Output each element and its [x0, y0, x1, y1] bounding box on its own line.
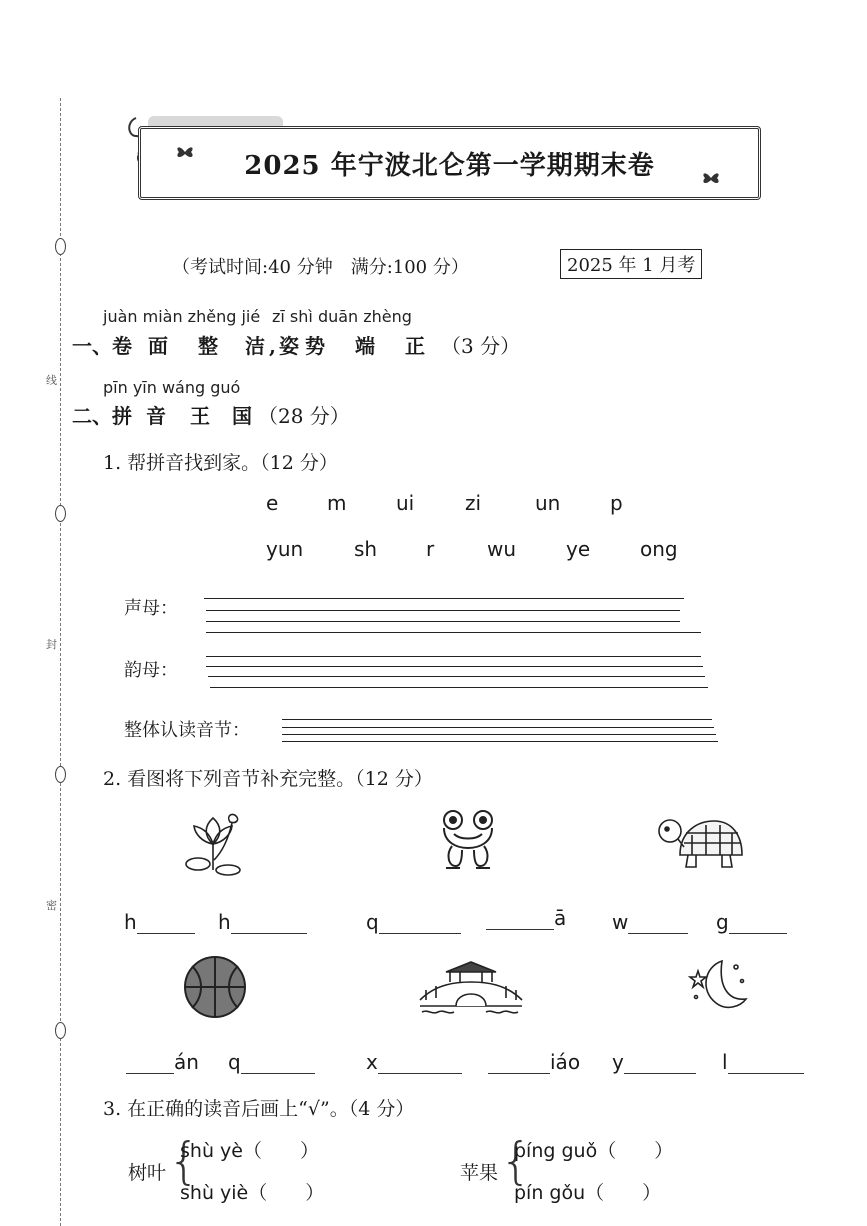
writing-line[interactable]	[204, 598, 684, 599]
fill-prefix: h	[218, 910, 231, 934]
fill-prefix: q	[228, 1050, 241, 1074]
brace-icon: {	[168, 1132, 200, 1190]
heading-char: 洁	[245, 334, 265, 358]
heading-char: 面	[148, 334, 168, 358]
basketball-icon	[180, 954, 250, 1020]
fill-item	[366, 910, 461, 934]
fill-item	[124, 910, 195, 934]
binding-line	[60, 98, 61, 1226]
section-score: （28 分）	[258, 404, 350, 428]
writing-line[interactable]	[210, 687, 708, 688]
reading-option[interactable]: shù yè（ ）	[180, 1140, 319, 1162]
butterfly-icon	[701, 169, 721, 187]
reading-option[interactable]: shù yiè（ ）	[180, 1182, 325, 1204]
fill-suffix: iáo	[550, 1050, 581, 1074]
fill-item	[722, 1050, 804, 1074]
binding-label: 密	[46, 899, 57, 912]
heading-char: 势	[305, 334, 325, 358]
heading-char: 拼	[112, 404, 132, 428]
syllable: ong	[640, 537, 678, 561]
heading-char: 正	[405, 334, 425, 358]
syllable: ye	[566, 537, 591, 561]
bridge-icon	[416, 958, 526, 1018]
syllable: yun	[266, 537, 304, 561]
brace-icon: {	[500, 1132, 532, 1190]
word-label: 树叶	[128, 1162, 167, 1184]
syllable: m	[327, 491, 347, 515]
writing-line[interactable]	[206, 610, 680, 611]
writing-line[interactable]	[206, 632, 701, 633]
answer-blank[interactable]	[126, 1053, 174, 1074]
section-number: 一、	[72, 334, 112, 358]
heading-char: 卷	[112, 334, 132, 358]
fill-item	[488, 1050, 580, 1074]
section-score: （3 分）	[441, 334, 521, 358]
section1-pinyin-b: zī shì duān zhèng	[272, 307, 412, 326]
fill-item	[612, 910, 688, 934]
fill-prefix: w	[612, 910, 629, 934]
exam-info: （考试时间:40 分钟 满分:100 分）	[172, 257, 469, 278]
syllable: ui	[396, 491, 415, 515]
heading-char: 国	[232, 404, 252, 428]
fill-item	[228, 1050, 315, 1074]
writing-line[interactable]	[282, 719, 712, 720]
answer-blank[interactable]	[488, 1053, 550, 1074]
answer-blank[interactable]	[378, 1053, 462, 1074]
writing-line[interactable]	[206, 656, 701, 657]
frog-icon	[438, 808, 498, 874]
heading-char: 音	[146, 404, 166, 428]
turtle-icon	[656, 815, 746, 873]
zhengti-label: 整体认读音节：	[124, 720, 250, 741]
exam-date-box: 2025 年 1 月考	[560, 249, 702, 279]
fill-item	[486, 906, 566, 930]
section1-heading	[72, 330, 520, 359]
fill-suffix: án	[174, 1050, 199, 1074]
fill-item	[612, 1050, 696, 1074]
syllable: wu	[487, 537, 517, 561]
section-number: 二、	[72, 404, 112, 428]
binding-label: 封	[46, 638, 57, 651]
section2-heading	[72, 400, 350, 429]
answer-blank[interactable]	[728, 1053, 804, 1074]
shengmu-label: 声母：	[124, 598, 178, 619]
writing-line[interactable]	[206, 666, 703, 667]
answer-blank[interactable]	[628, 913, 688, 934]
answer-blank[interactable]	[379, 913, 461, 934]
answer-blank[interactable]	[729, 913, 787, 934]
fill-prefix: x	[366, 1050, 378, 1074]
writing-line[interactable]	[282, 727, 714, 728]
fill-item	[366, 1050, 462, 1074]
fill-prefix: y	[612, 1050, 624, 1074]
syllable: e	[266, 491, 279, 515]
answer-blank[interactable]	[624, 1053, 696, 1074]
fill-prefix: h	[124, 910, 137, 934]
syllable: p	[610, 491, 623, 515]
section1-pinyin-a: juàn miàn zhěng jié	[103, 307, 261, 326]
fill-suffix: ā	[554, 906, 567, 930]
page-title: 2025 年宁波北仑第一学期期末卷	[244, 150, 655, 181]
reading-option[interactable]: pín gǒu（ ）	[514, 1182, 662, 1204]
title-banner	[138, 126, 761, 200]
syllable: zi	[465, 491, 482, 515]
binding-ring	[55, 1022, 66, 1039]
answer-blank[interactable]	[137, 913, 195, 934]
fill-prefix: g	[716, 910, 729, 934]
section2-pinyin: pīn yīn wáng guó	[103, 378, 241, 397]
answer-blank[interactable]	[486, 909, 554, 930]
word-label: 苹果	[460, 1162, 499, 1184]
fill-prefix: l	[722, 1050, 728, 1074]
fill-item	[218, 910, 307, 934]
writing-line[interactable]	[282, 734, 716, 735]
question-2-title: 2. 看图将下列音节补充完整。（12 分）	[103, 768, 433, 790]
writing-line[interactable]	[206, 621, 680, 622]
heading-char: 王	[190, 404, 210, 428]
fill-prefix: q	[366, 910, 379, 934]
syllable: sh	[354, 537, 378, 561]
writing-line[interactable]	[208, 676, 705, 677]
heading-char: ,	[269, 334, 276, 358]
heading-char: 姿	[279, 334, 299, 358]
binding-ring	[55, 238, 66, 255]
lotus-icon	[182, 812, 244, 878]
syllable: r	[426, 537, 435, 561]
heading-char: 整	[198, 334, 218, 358]
binding-ring	[55, 505, 66, 522]
butterfly-icon	[175, 143, 195, 161]
yunmu-label: 韵母：	[124, 660, 178, 681]
fill-item	[126, 1050, 199, 1074]
fill-item	[716, 910, 787, 934]
moon-icon	[686, 957, 748, 1013]
question-3-title: 3. 在正确的读音后画上“√”。（4 分）	[103, 1098, 415, 1120]
syllable: un	[535, 491, 561, 515]
heading-char: 端	[355, 334, 375, 358]
answer-blank[interactable]	[231, 913, 307, 934]
question-1-title: 1. 帮拼音找到家。（12 分）	[103, 452, 338, 474]
answer-blank[interactable]	[241, 1053, 315, 1074]
writing-line[interactable]	[282, 741, 718, 742]
binding-label: 线	[46, 374, 57, 387]
reading-option[interactable]: píng guǒ（ ）	[514, 1140, 674, 1162]
binding-ring	[55, 766, 66, 783]
